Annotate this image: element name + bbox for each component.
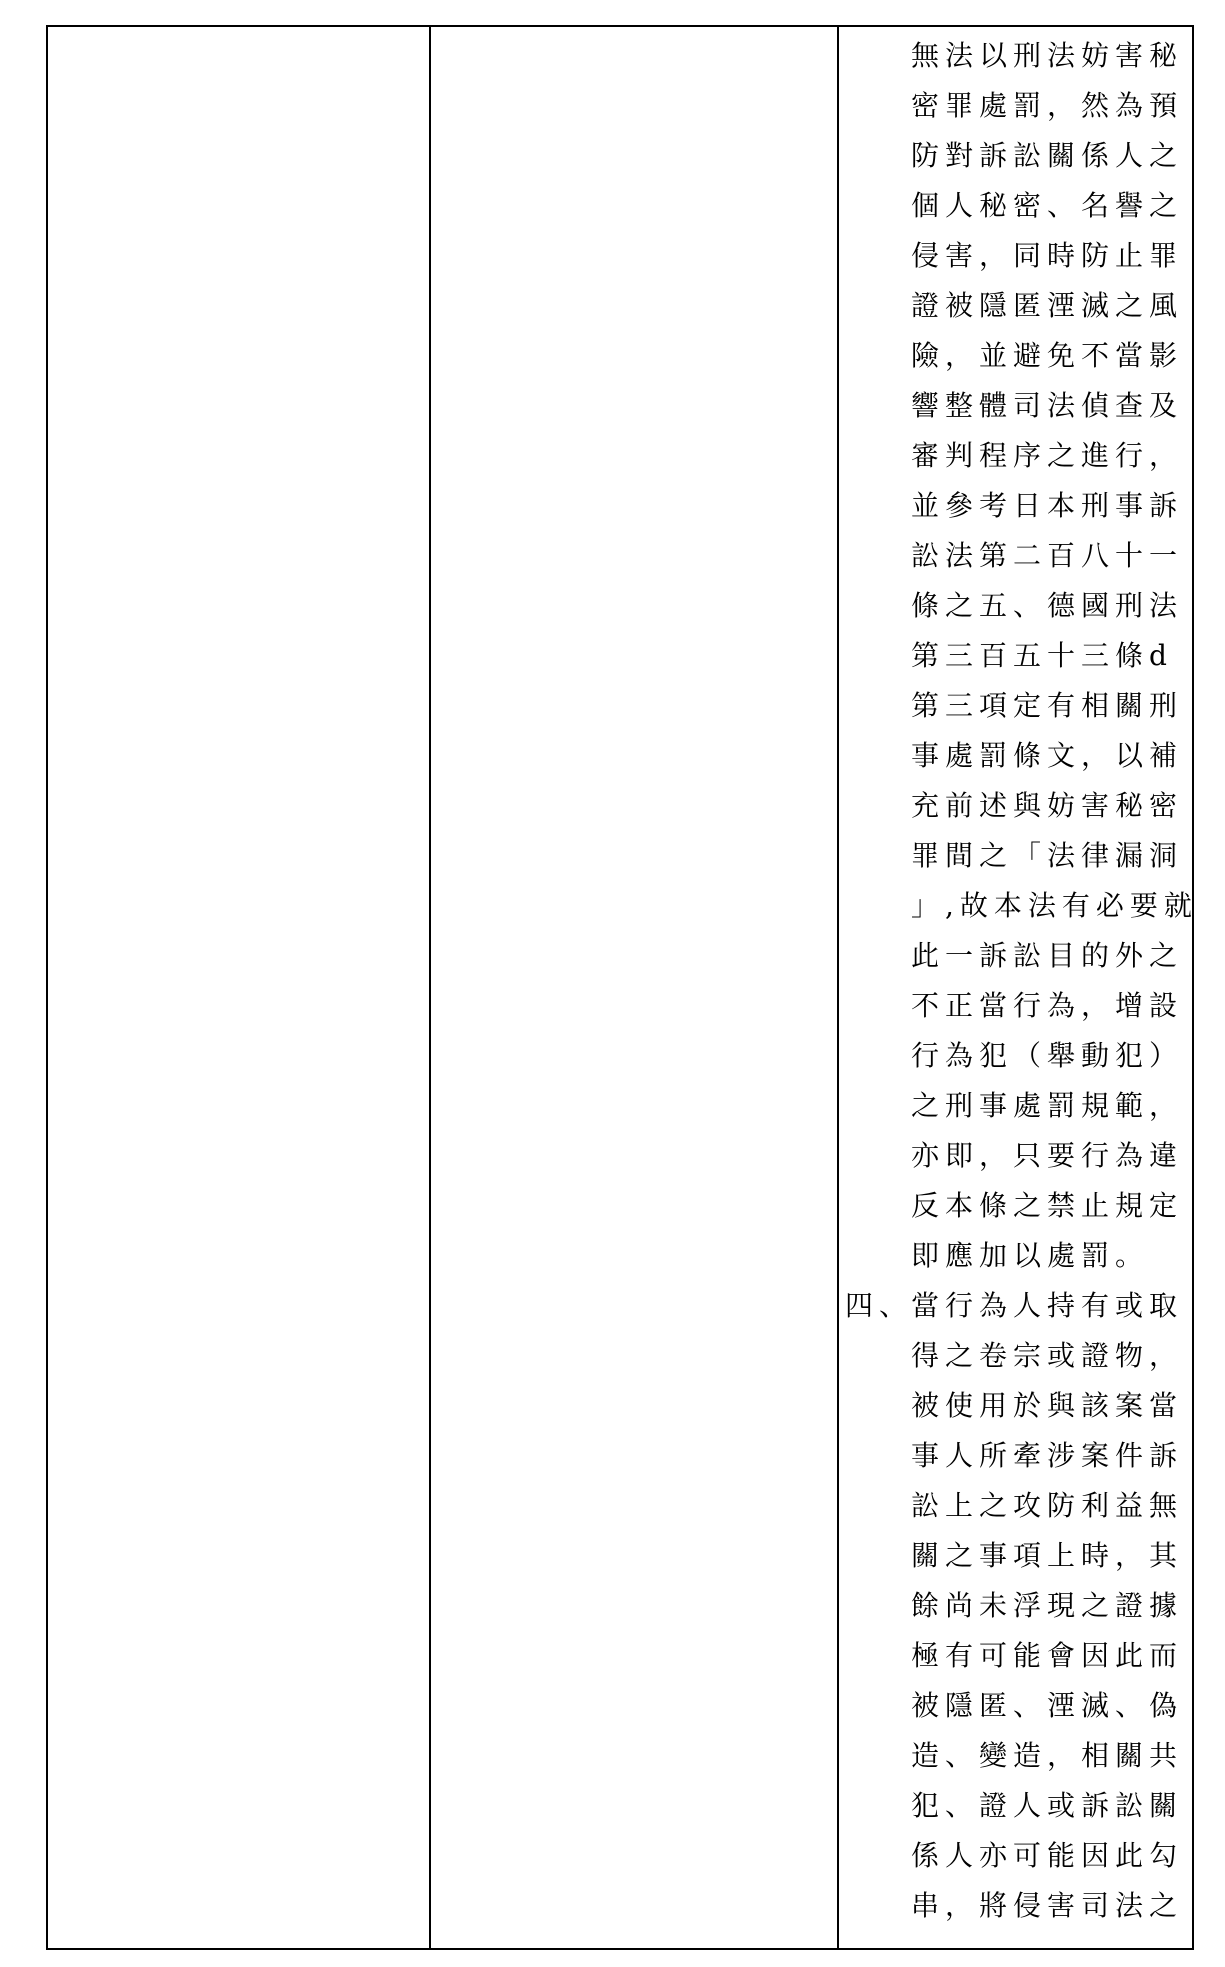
text-line: 此一訴訟目的外之 (911, 939, 1184, 972)
text-line: 即應加以處罰。 (911, 1239, 1150, 1272)
text-line: 當行為人持有或取 (911, 1289, 1184, 1322)
text-line: 被隱匿、湮滅、偽 (911, 1689, 1184, 1722)
text-line: 極有可能會因此而 (911, 1639, 1184, 1672)
text-line: 證被隱匿湮滅之風 (911, 289, 1184, 322)
text-line: 充前述與妨害秘密 (911, 789, 1184, 822)
text-line: 密罪處罰，然為預 (911, 89, 1184, 122)
column-2-cell (430, 26, 838, 1949)
table-row (47, 26, 1193, 1949)
text-line: 個人秘密、名譽之 (911, 189, 1184, 222)
text-line: 關之事項上時，其 (911, 1539, 1184, 1572)
text-line: 不正當行為，增設 (911, 989, 1184, 1022)
list-marker: 四、 (845, 1289, 914, 1322)
text-line: 係人亦可能因此勾 (911, 1839, 1184, 1872)
text-line: 並參考日本刑事訴 (911, 489, 1184, 522)
text-line: 行為犯（舉動犯） (911, 1039, 1184, 1072)
text-line: 之刑事處罰規範， (911, 1089, 1184, 1122)
explanation-cell (838, 26, 1198, 1949)
text-line: 審判程序之進行， (911, 439, 1184, 472)
text-line: 餘尚未浮現之證據 (911, 1589, 1184, 1622)
text-line: 犯、證人或訴訟關 (911, 1789, 1184, 1822)
text-line: 得之卷宗或證物， (911, 1339, 1184, 1372)
text-line: 造、變造，相關共 (911, 1739, 1184, 1772)
text-line: 無法以刑法妨害秘 (911, 39, 1184, 72)
text-line: 事處罰條文，以補 (911, 739, 1184, 772)
text-line: 條之五、德國刑法 (911, 589, 1184, 622)
text-line: 亦即，只要行為違 (911, 1139, 1184, 1172)
text-line: 響整體司法偵查及 (911, 389, 1184, 422)
text-line: 被使用於與該案當 (911, 1389, 1184, 1422)
text-line: 險，並避免不當影 (911, 339, 1184, 372)
text-line: 第三百五十三條d (911, 639, 1173, 672)
list-item-four (839, 1281, 1192, 1331)
text-line: 訟法第二百八十一 (911, 539, 1184, 572)
text-line: 訟上之攻防利益無 (911, 1489, 1184, 1522)
text-line: 事人所牽涉案件訴 (911, 1439, 1184, 1472)
text-line: 防對訴訟關係人之 (911, 139, 1184, 172)
text-line: 串，將侵害司法之 (911, 1889, 1184, 1922)
explanation-text (839, 31, 1198, 1931)
text-line: 反本條之禁止規定 (911, 1189, 1184, 1222)
text-line: 第三項定有相關刑 (911, 689, 1184, 722)
comparison-table (46, 25, 1198, 1950)
text-line: 」,故本法有必要就 (911, 889, 1198, 922)
text-line: 罪間之「法律漏洞 (911, 839, 1184, 872)
text-line: 侵害，同時防止罪 (911, 239, 1184, 272)
column-1-cell (47, 26, 430, 1949)
